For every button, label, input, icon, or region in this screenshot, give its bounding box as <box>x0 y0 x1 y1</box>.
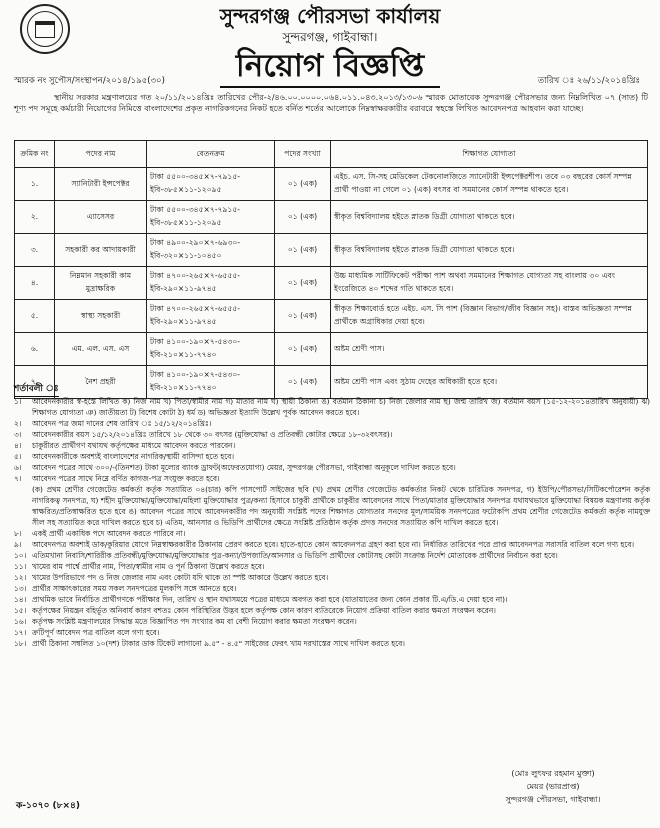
table-row <box>15 234 648 267</box>
term-text: প্রার্থীর সাক্ষাৎকারের সময় সকল সনদপত্রের মূলকপি সঙ্গে আনতে হবে। <box>32 584 237 593</box>
office-name: সুন্দরগঞ্জ পৌরসভা কার্যালয় <box>219 4 441 28</box>
term-number: ৯। <box>14 540 22 549</box>
row-count: ০১ (এক) <box>275 234 331 267</box>
notice-title: নিয়োগ বিজ্ঞপ্তি <box>220 46 440 88</box>
term-number: ১৭। <box>14 628 27 637</box>
col-header-post-count: পদের সংখ্যা <box>275 141 331 168</box>
list-item <box>14 627 650 638</box>
term-text: চাকুরীরত প্রার্থীগণ যথাযথ কর্তৃপক্ষের মাধ্যমে আবেদন করতে পারবেন। <box>32 441 236 450</box>
row-qualification: স্বীকৃত বিশ্ববিদ্যালয় হইতে স্নাতক ডিগ্রী যোগ্যতা থাকতে হবে। <box>331 201 648 234</box>
row-post: স্বাস্থ্য সহকারী <box>55 300 147 333</box>
list-item <box>14 440 650 451</box>
list-item <box>14 451 650 462</box>
signatory-office: সুন্দরগঞ্জ পৌরসভা, গাইবান্ধা। <box>505 795 601 804</box>
pay-scale-eb: ইবি-৩২০×১১-১০৪৫০ <box>150 251 222 260</box>
term-text: আবেদনকারীকে অবশ্যই বাংলাদেশের নাগরিক/স্থায়ী বাসিন্দা হতে হবে। <box>32 452 235 461</box>
pay-scale-line: টাকা ৪১০০-১৯০×৭-৫৪৩০- <box>150 370 241 379</box>
term-number: ১৫। <box>14 606 27 615</box>
term-number: ১২। <box>14 573 27 582</box>
row-pay-scale <box>147 201 275 234</box>
row-count: ০১ (এক) <box>275 366 331 399</box>
row-count: ০১ (এক) <box>275 201 331 234</box>
table-row <box>15 267 648 300</box>
row-pay-scale <box>147 168 275 201</box>
list-item <box>14 550 650 561</box>
list-item <box>14 638 650 649</box>
term-text: আবেদনকারীর স্ব-হস্তে লিখিত ক) নিজ নাম খ) পিতা/স্বামীর নাম গ) মাতার নাম ঘ) স্থায়ী ঠিকানা ঙ) বর্তমান ঠিকানা চ) নিজ জেলার নাম ছ) জন্ম তারিখ জ) বর্তমান বয়স (১৫-১২-২০১৪তারিখ অনুযায়ী) ঝ) শিক্ষাগত যোগ্যতা ঞ) জাতীয়তা ট) বিশেষ কোটা ঠ) ধর্ম ড) অভিজ্ঞতা ইত্যাদি উল্লেখ পূর্বক আবেদন করতে হবে। <box>32 397 650 417</box>
term-text: আবেদন পত্র জমা দানের শেষ তারিখ ঃ ১৫/১২/২০১৪খ্রিঃ। <box>32 419 212 428</box>
term-number: ১৩। <box>14 584 27 593</box>
notice-date: তারিখ ঃ ২৬/১১/২০১৪খ্রিঃ <box>537 76 640 86</box>
term-number: ২। <box>14 419 22 428</box>
list-item <box>14 528 650 539</box>
term-text: আবেদন পত্রের সাথে ৩০০/-(তিনশত) টাকা মূল্যের ব্যাংক ড্রাফট(অফেরতযোগ্য) মেয়র, সুন্দরগঞ্জ পৌরসভা, গাইবান্ধা অনুকূলে দাখিল করতে হবে। <box>32 463 456 472</box>
row-serial: ১. <box>15 168 55 201</box>
term-text: একই প্রার্থী একাধিক পদে আবেদন করতে পারিবে না। <box>32 529 186 538</box>
term-number: ১১। <box>14 562 27 571</box>
pay-scale-eb: ইবি-৩৮৫×১১-১২০৯৫ <box>150 185 222 194</box>
table-header-row <box>15 141 648 168</box>
ad-reference: ক-১০৭০ (৮×৪) <box>16 801 81 811</box>
list-item <box>14 572 650 583</box>
table-row <box>15 300 648 333</box>
term-number: ৬। <box>14 463 22 472</box>
list-item <box>14 418 650 429</box>
list-item <box>14 605 650 616</box>
list-item <box>14 561 650 572</box>
term-text: আবেদনকারীর বয়স ১৫/১২/২০১৪খ্রিঃ তারিখে ১৮ থেকে ৩০ বৎসর (মুক্তিযোদ্ধা ও প্রতিবন্ধী কোটার ক্ষেত্রে ১৮-৩২বৎসর)। <box>32 430 393 439</box>
row-post: স্যানিটারী ইন্সপেক্টর <box>55 168 147 201</box>
row-serial: ৫. <box>15 300 55 333</box>
row-serial: ২. <box>15 201 55 234</box>
signatory-designation: মেয়র (ভারপ্রাপ্ত) <box>526 782 580 791</box>
term-number <box>14 484 32 528</box>
col-header-pay-scale: বেতনক্রম <box>147 141 275 168</box>
term-text: কর্তৃপক্ষের নিয়ন্ত্রন বহির্ভূত অনিবার্য কারণ বশতঃ কোন পরিস্থিতির উদ্ভব হলে কর্তৃপক্ষ কোন কারণ ব্যতিরেকে নিয়োগ প্রক্রিয়া বাতিল করার ক্ষমতা সংরক্ষন করেন। <box>32 606 496 615</box>
signature-block <box>468 767 638 806</box>
row-serial: ৬. <box>15 333 55 366</box>
vacancy-table <box>14 140 648 399</box>
pay-scale-eb: ইবি-২৯০×১১-৯৭৪৫ <box>150 317 217 326</box>
row-post: এম. এল. এস. এস <box>55 333 147 366</box>
term-text: (ক) প্রথম শ্রেণীর গেজেটেড কর্মকর্তা কর্তৃক সত্যায়িত ০৪(চার) কপি পাসপোর্ট সাইজের ছবি (খ) প্রথম শ্রেণীর গেজেটেড কর্মকর্তার নিকট থেকে চারিত্রিক সনদপত্র, গ) ইউপি/পৌরসভা/সিটিকর্পোরেশন কর্তৃক নাগরিকত্ব সনদপত্র, ঘ) শহীদ মুক্তিযোদ্ধা/মুক্তিযোদ্ধা/মহিলা মুক্তিযোদ্ধার পুত্র/কন্যা হিসাবে চাকুরী প্রার্থীকে চাকুরীর আবেদনের সাথে পিতা/মাতার মুক্তিযোদ্ধার সনদপত্র যথাযথভাবে মুক্তিযোদ্ধা বিষয়ক মন্ত্রণালয় কর্তৃক স্বাক্ষরিত/প্রতিস্বাক্ষরিত হতে হবে ঙ) আবেদন পত্রের সাথে আবেদনকারীর পদ অনুযায়ী সংশ্লিষ্ট পদের শিক্ষাগত যোগ্যতার সনদের মূল/সাময়িক সনদপত্রের ফটোকপি প্রথম শ্রেণীর গেজেটেড কর্মকর্তা কর্তৃক নামযুক্ত সীল সহ সত্যায়িত করে দাখিল করতে হবে চ) এতিম, আনসার ও ভিডিপি প্রার্থীদের ক্ষেত্রে সংশ্লিষ্ট প্রতিষ্ঠান কর্তৃক প্রদত্ত সনদের সত্যায়িত কপি দাখিল করতে হবে। <box>32 485 650 527</box>
term-number: ১। <box>14 397 22 406</box>
term-number: ৭। <box>14 474 22 483</box>
row-pay-scale <box>147 234 275 267</box>
row-serial: ৩. <box>15 234 55 267</box>
row-qualification: স্বীকৃত বিশ্ববিদ্যালয় হইতে স্নাতক ডিগ্রী যোগ্যতা থাকতে হবে। <box>331 234 648 267</box>
office-address: সুন্দরগঞ্জ, গাইবান্ধা। <box>282 30 378 44</box>
term-number: ৫। <box>14 452 22 461</box>
list-item <box>14 583 650 594</box>
pay-scale-eb: ইবি-২১০×১১-৭৭৪০ <box>150 350 217 359</box>
term-number: ১৮। <box>14 639 27 648</box>
terms-heading: শর্তাবলী ঃ <box>14 381 59 397</box>
list-item <box>14 594 650 605</box>
municipality-seal-icon <box>20 4 70 54</box>
row-count: ০১ (এক) <box>275 333 331 366</box>
row-post: নৈশ প্রহরী <box>55 366 147 399</box>
row-count: ০১ (এক) <box>275 300 331 333</box>
term-text: প্রার্থী ঠিকানা সম্বলিত ১০(দশ) টাকার ডাক টিকেট লাগানো ৯.৫" - ৪.৫" সাইজের ফেরৎ খাম দরখাস্তের সাথে দাখিল করতে হবে। <box>32 639 405 648</box>
pay-scale-eb: ইবি-২৯০×১১-৯৭৪৫ <box>150 284 217 293</box>
pay-scale-line: টাকা ৫৫০০-৩৪৫×৭-৭৯১৫- <box>150 172 241 181</box>
row-pay-scale <box>147 267 275 300</box>
row-qualification: এইচ. এস. সি-সহ মেডিকেল টেকনোলজিতে স্যানেটারী ইন্সপেক্টরশীপ। তবে ০৩ বছরের কোর্স সম্পন্ন প্রার্থী পাওয়া না গেলে ০১ (এক) বৎসর বা সমমানের কোর্স সম্পন্ন থাকতে হবে। <box>331 168 648 201</box>
term-text: খামের উপরিভাগে পদ ও নিজ জেলার নাম এবং কোটা যদি থাকে তা স্পষ্ট আকারে উল্লেখ করতে হবে। <box>32 573 329 582</box>
row-qualification: অষ্টম শ্রেণী পাস এবং সুঠাম দেহের অধিকারী হতে হবে। <box>331 366 648 399</box>
term-text: এতিমখানা নিবাসি/শারিরীক প্রতিবন্ধী/মুক্তিযোদ্ধা/মুক্তিযোদ্ধার পুত্র-কন্যা/উপজাতি/আনসার ও ভিডিপি প্রার্থীদের কোটাসহ কোটা সংক্রান্ত নির্দেশ মোতাবেক প্রার্থীদের নির্বাচন করা হবে। <box>32 551 558 560</box>
pay-scale-line: টাকা ৪৯০০-২৯০×৭-৬৯৩০- <box>150 238 241 247</box>
term-text: কর্তৃপক্ষ সংশ্লিষ্ট মন্ত্রণালয়ের সিদ্ধান্ত মতে বিজ্ঞাপিত পদ সংখ্যার কম বা বেশী নিয়োগ করার ক্ষমতা সংরক্ষণ করেন। <box>32 617 357 626</box>
table-row <box>15 168 648 201</box>
list-item <box>14 396 650 418</box>
row-qualification: উচ্চ মাধ্যমিক সার্টিফিকেট পরীক্ষা পাশ অথবা সমমানের শিক্ষাগত যোগ্যতা সহ বাংলায় ৩০ এবং ইংরেজিতে ৪০ শব্দের গতি থাকতে হবে। <box>331 267 648 300</box>
list-item <box>14 539 650 550</box>
row-pay-scale <box>147 333 275 366</box>
pay-scale-line: টাকা ৪৭০০-২৬৫×৭-৬৫৫৫- <box>150 271 241 280</box>
pay-scale-eb: ইবি-২১০×১১-৭৭৪০ <box>150 383 217 392</box>
term-text: আবেদন পত্রের সাথে নিম্নে বর্ণিত কাগজ-পত্র সংযুক্ত করতে হবে। <box>32 474 220 483</box>
pay-scale-line: টাকা ৪৭০০-২৬৫×৭-৬৫৫৫- <box>150 304 241 313</box>
signatory-name: (মোঃ লুৎফর রহমান মুক্তা) <box>511 769 595 778</box>
term-text: খামের বাম পার্শ্বে প্রার্থীর নাম, পিতা/স্বামীর নাম ও পূর্ন ঠিকানা উল্লেখ করতে হবে। <box>32 562 265 571</box>
col-header-serial: ক্রমিক নং <box>15 141 55 168</box>
row-serial: ৭. <box>15 366 55 399</box>
pay-scale-line: টাকা ৪১০০-১৯০×৭-৫৪৩০- <box>150 337 241 346</box>
pay-scale-eb: ইবি-৩৮৫×১১-১২০৯৫ <box>150 218 222 227</box>
row-pay-scale <box>147 300 275 333</box>
memo-number: স্মারক নং সুপৌস/সংস্থাপন/২০১৪/১৯৫(৩০) <box>14 76 165 86</box>
pay-scale-line: টাকা ৫৫০০-৩৪৫×৭-৭৯১৫- <box>150 205 241 214</box>
table-row <box>15 333 648 366</box>
intro-paragraph: স্থানীয় সরকার মন্ত্রণালয়ের গত ২০/১১/২০১৪খ্রিঃ তারিখের পৌর-২/৪৬.০০.০০০০.০৬৪.০১১.০৪৩.২০১৩/১৩০৬ স্মারক মোতাবেক সুন্দরগঞ্জ পৌরসভার জন্য নিম্নলিখিত ০৭ (সাত) টি শূণ্য পদ সমূহে কর্মচারী নিয়োগের নিমিত্তে বাংলাদেশের প্রকৃত নাগরিকগনের নিকট হতে বর্নিত শর্তের আলোকে নিম্নস্বাক্ষরকারীর বরাবরে স্বহস্তে লিখিত আবেদনপত্র আহবান করা যাচ্ছে। <box>14 93 648 113</box>
term-text: প্রাথমিক ভাবে নির্বাচিত প্রার্থীগণকে পরীক্ষার দিন, তারিখ ও স্থান যথাসময়ে পত্রের মাধ্যমে অবগত করা হবে (যাতায়াতের জন্য কোন প্রকার টি.এ/ডি.এ দেয়া হবে না)। <box>32 595 508 604</box>
term-number: ১৬। <box>14 617 27 626</box>
row-post: নিম্নমান সহকারী কাম মুদ্রাক্ষরিক <box>55 267 147 300</box>
row-qualification: অষ্টম শ্রেণী পাস। <box>331 333 648 366</box>
list-item <box>14 616 650 627</box>
row-count: ০১ (এক) <box>275 267 331 300</box>
row-pay-scale <box>147 366 275 399</box>
table-row <box>15 366 648 399</box>
term-text: ক্রটিপূর্ণ আবেদন পত্র বাতিল বলে গণ্য হবে। <box>32 628 160 637</box>
row-post: সহকারী কর আদায়কারী <box>55 234 147 267</box>
term-number: ৩। <box>14 430 22 439</box>
list-item <box>14 462 650 473</box>
terms-list <box>14 396 650 649</box>
col-header-qualification: শিক্ষাগত যোগ্যতা <box>331 141 648 168</box>
row-qualification: স্বীকৃত শিক্ষাবোর্ড হতে এইচ. এস. সি পাশ (বিজ্ঞান বিভাগ/জীব বিজ্ঞান সহ)। বাস্তব অভিজ্ঞতা সম্পন্ন প্রার্থীকে অগ্রাধিকার দেয়া হবে। <box>331 300 648 333</box>
list-item <box>14 473 650 484</box>
table-row <box>15 201 648 234</box>
term-text: আবেদনপত্র অবশ্যই ডাক/কুরিয়ার যোগে নিম্নস্বাক্ষরকারীর ঠিকানায় প্রেরণ করতে হবে। হাতে-হাতে কোন আবেদনপত্র গ্রহণ করা হবে না। নির্ধারিত তারিখের পরে প্রাপ্ত আবেদনপত্র সরাসরি বাতিল বলে গণ্য হবে। <box>32 540 635 549</box>
row-post: এ্যাসেসর <box>55 201 147 234</box>
list-item <box>14 429 650 440</box>
term-number: ১৪। <box>14 595 27 604</box>
term-number: ৪। <box>14 441 22 450</box>
col-header-post: পদের নাম <box>55 141 147 168</box>
row-serial: ৪. <box>15 267 55 300</box>
term-number: ১০। <box>14 551 27 560</box>
row-count: ০১ (এক) <box>275 168 331 201</box>
term-number: ৮। <box>14 529 22 538</box>
list-item <box>14 484 650 528</box>
